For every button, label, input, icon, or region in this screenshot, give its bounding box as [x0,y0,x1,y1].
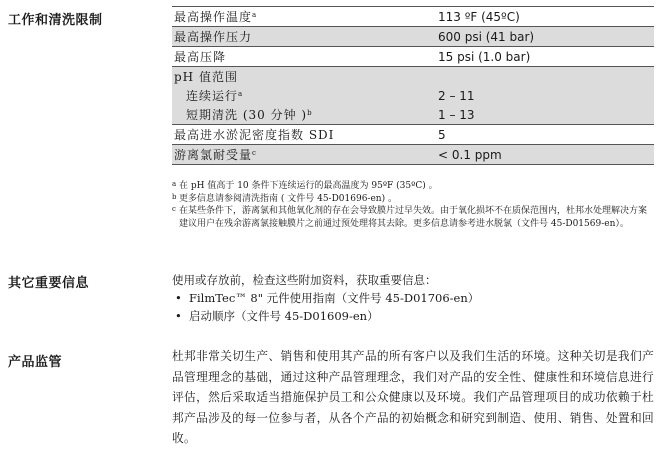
row-value: 1 – 13 [432,105,654,125]
row-label: 最高压降 [172,47,432,67]
table-row [172,145,654,165]
row-label: 短期清洗 (30 分钟 )$^b$ [172,105,432,125]
info-intro: 使用或存放前，检查这些附加资料，获取重要信息： [172,273,437,287]
additional-info [172,271,654,325]
row-label: 游离氯耐受量$^c$ [172,145,432,165]
row-label: pH 值范围 [172,67,432,87]
row-label: 最高进水淤泥密度指数 SDI [172,125,432,145]
table-row [172,67,654,87]
table-row [172,7,654,27]
footnote: c 在某些条件下，游离氯和其他氧化剂的存在会导致膜片过早失效。由于氧化损坏不在质保范围内，杜邦水处理解决方案建议用户在残余游离氯接触膜片之前通过预处理将其去除。更多信息请参考进水脱氯（文件号 45-D01569-en）。 [172,205,648,229]
row-value: 5 [432,125,654,145]
section-heading-stewardship: 产品监管 [8,355,63,370]
list-item: • FilmTec™ 8" 元件使用指南（文件号 45-D01706-en） [175,291,480,305]
bullet-icon: • [175,309,182,323]
stewardship-paragraph: 杜邦非常关切生产、销售和使用其产品的所有客户以及我们生活的环境。这种关切是我们产品管理理念的基础，通过这种产品管理理念，我们对产品的安全性、健康性和环境信息进行评估，然后采取适当措施保护员工和公众健康以及环境。我们产品管理项目的成功依赖于杜邦产品涉及的每一位参与者，从各个产品的初始概念和研究到制造、使用、销售、处置和回收。 [172,349,654,445]
table-row [172,86,654,105]
row-value: 2 – 11 [432,86,654,105]
table-row [172,125,654,145]
table-row [172,27,654,47]
row-value [432,67,654,87]
row-label: 最高操作温度$^a$ [172,7,432,27]
row-label: 最高操作压力 [172,27,432,47]
footnote: b 更多信息请参阅清洗指南 ( 文件号 45-D01696-en) 。 [172,192,397,204]
row-value: 600 psi (41 bar) [432,27,654,47]
footnote: a 在 pH 值高于 10 条件下连续运行的最高温度为 95ºF (35ºC) 。 [172,180,438,191]
row-value: 113 ºF (45ºC) [432,7,654,27]
section-heading-limits: 工作和清洗限制 [8,13,103,28]
row-label: 连续运行$^a$ [172,86,432,105]
section-heading-info: 其它重要信息 [8,276,90,291]
list-item: • 启动顺序（文件号 45-D01609-en） [175,309,379,323]
bullet-icon: • [175,291,182,305]
footnotes [172,180,654,230]
table-row [172,47,654,67]
table-row [172,105,654,125]
operating-limits-table [172,6,654,165]
row-value: 15 psi (1.0 bar) [432,47,654,67]
row-value: < 0.1 ppm [432,145,654,165]
